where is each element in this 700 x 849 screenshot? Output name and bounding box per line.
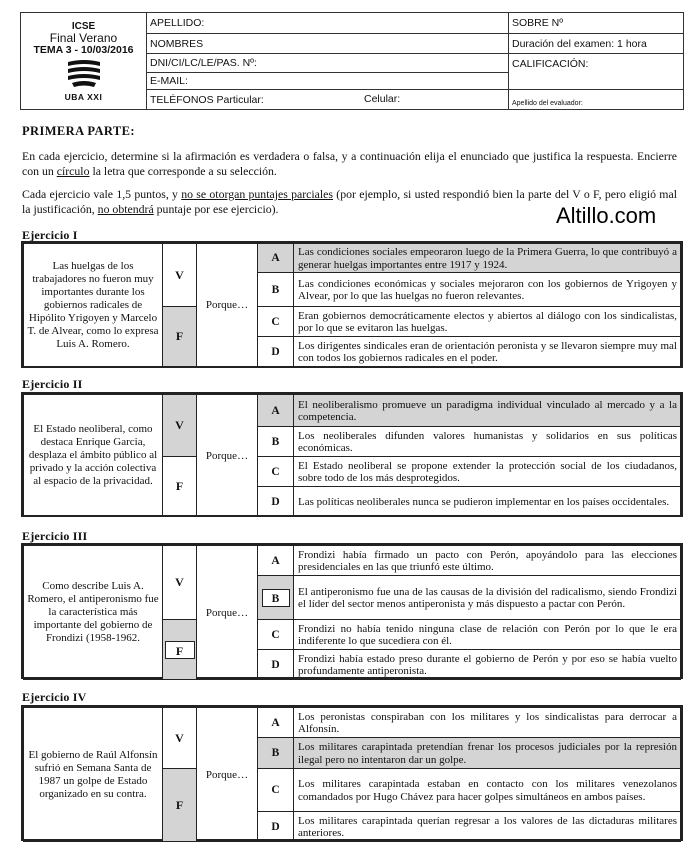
exercise-2-option-d: Las políticas neoliberales nunca se pudieron implementar en los países occidentales. [294,487,681,517]
exercise-4-porque: Porque… [197,708,258,842]
apellido-field[interactable]: APELLIDO: [147,13,509,34]
exercise-2-option-a-letter[interactable]: A [258,395,294,427]
exercise-4-false-option[interactable]: F [163,769,197,842]
exercise-4-option-d: Los militares carapintada querían regresar a los valores de las dictaduras militares anteriores. [294,812,681,842]
exercise-3-option-a-letter[interactable]: A [258,546,294,576]
scoring-text-1: Cada ejercicio vale 1,5 puntos, y [22,187,182,201]
scoring-text-3: puntaje por ese ejercicio). [153,201,279,216]
exercise-2-option-c-letter[interactable]: C [258,457,294,487]
email-field[interactable]: E-MAIL: [147,73,509,90]
exercise-2-title: Ejercicio II [22,377,83,391]
exercise-4-true-option[interactable]: V [163,708,197,769]
instructions-text-1: En cada ejercicio, determine si la afirmación es verdadera o falsa, y a continuación elija el enunciado que justifica la respuesta. Encierre con un [22,149,677,178]
instructions-paragraph [22,149,677,179]
exercise-3-option-c: Frondizi no había tenido ninguna clase de relación con Perón por lo que le era indiferente lo que sucediera con él. [294,620,681,650]
exam-theme-date: TEMA 3 - 10/03/2016 [33,43,134,56]
exercise-2-true-option[interactable]: V [163,395,197,457]
calificacion-field: CALIFICACIÓN: [509,54,684,90]
altillo-watermark: Altillo.com [556,203,657,228]
exercise-4-title: Ejercicio IV [22,690,87,704]
exercise-3-option-b-letter-box: B [262,589,290,607]
exercise-4-option-a-letter[interactable]: A [258,708,294,738]
exercise-4-option-b: Los militares carapintada pretendían frenar los procesos judiciales por la represión ilegal pero no intentaron dar un golpe. [294,738,681,769]
exercise-2 [21,392,683,517]
exercise-4-statement: El gobierno de Raúl Alfonsín sufrió en Semana Santa de 1987 un golpe de Estado organizado en su contra. [24,708,163,842]
exercise-2-option-b: Los neoliberales difunden valores humanistas y solidarios en sus políticas económicas. [294,427,681,457]
exam-header [20,12,684,110]
exercise-3-title: Ejercicio III [22,529,88,543]
exercise-3-option-d: Frondizi había estado preso durante el gobierno de Perón y por eso se había vuelto profundamente antiperonista. [294,650,681,680]
sobre-field[interactable]: SOBRE Nº [509,13,684,34]
exercise-3-false-box: F [165,641,195,659]
exercise-3-option-d-letter[interactable]: D [258,650,294,680]
scoring-text-2: (por ejemplo, si usted respondió bien la parte del V o F, pero eligió mal la justificación, [22,187,677,216]
exercise-3-false-option[interactable] [163,620,197,680]
exercise-1-option-a: Las condiciones sociales empeoraron luego de la Primera Guerra, lo que contribuyó a generar huelgas importantes entre 1917 y 1924. [294,244,681,273]
exercise-1-porque: Porque… [197,244,258,367]
exercise-1-false-option[interactable]: F [163,307,197,367]
exercise-1-title: Ejercicio I [22,228,78,242]
exercise-2-option-a: El neoliberalismo promueve un paradigma individual vinculado al mercado y a la competencia. [294,395,681,427]
exercise-3 [21,543,683,679]
exercise-4 [21,705,683,841]
dni-field[interactable]: DNI/CI/LC/LE/PAS. Nº: [147,54,509,73]
exercise-4-option-c: Los militares carapintada estaban en contacto con los militares venezolanos comandados por Hugo Chávez para hacer golpes simultáneos en ambos países. [294,769,681,812]
exercise-1-statement: Las huelgas de los trabajadores no fueron muy importantes durante los gobiernos radicales de Hipólito Yrigoyen y Marcelo T. de Alvear, como lo expresa Luis A. Romero. [24,244,163,367]
exercise-1-option-b-letter[interactable]: B [258,273,294,307]
exercise-2-option-c: El Estado neoliberal se propone extender la protección social de los ciudadanos, sobre todo de los más desprotegidos. [294,457,681,487]
exercise-3-option-c-letter[interactable]: C [258,620,294,650]
exercise-3-option-b-letter[interactable] [258,576,294,620]
celular-label: Celular: [364,93,401,105]
exercise-1 [21,241,683,368]
exercise-2-porque: Porque… [197,395,258,517]
exercise-2-option-d-letter[interactable]: D [258,487,294,517]
exercise-1-option-d-letter[interactable]: D [258,337,294,367]
nombres-field[interactable]: NOMBRES [147,34,509,54]
exercise-3-true-option[interactable]: V [163,546,197,620]
exercise-1-option-d: Los dirigentes sindicales eran de orientación peronista y se llevaron siempre muy mal con todos los gobiernos radicales en el poder. [294,337,681,367]
scoring-underlined-1: no se otorgan puntajes parciales [181,187,334,201]
course-name: ICSE [71,20,96,32]
evaluador-field: Apellido del evaluador: [509,90,684,110]
exercise-2-statement: El Estado neoliberal, como destaca Enrique Garcia, desplaza el ámbito público al privado y la acción colectiva al espacio de la privacidad. [24,395,163,517]
uba-logo-icon [64,58,104,92]
exercise-3-porque: Porque… [197,546,258,680]
exercise-4-option-d-letter[interactable]: D [258,812,294,842]
exercise-4-option-b-letter[interactable]: B [258,738,294,769]
exercise-4-option-a: Los peronistas conspiraban con los militares y los sindicalistas para derrocar a Alfonsín. [294,708,681,738]
exercise-4-option-c-letter[interactable]: C [258,769,294,812]
exercise-2-option-b-letter[interactable]: B [258,427,294,457]
telefono-particular-label: TELÉFONOS Particular: [150,93,264,106]
instructions-underlined: círculo [56,163,90,178]
exercise-1-option-c: Eran gobiernos democráticamente electos y abiertos al diálogo con los sindicalistas, por lo que se evitaron las huelgas. [294,307,681,337]
telefonos-field[interactable] [147,90,509,110]
exam-session: Final Verano [49,30,118,45]
exercise-3-option-b: El antiperonismo fue una de las causas de la división del radicalismo, siendo Frondizi el líder del sector menos antiperonista y más dispuesto a pactar con Perón. [294,576,681,620]
exercise-2-false-option[interactable]: F [163,457,197,517]
exercise-1-true-option[interactable]: V [163,244,197,307]
exercise-1-option-a-letter[interactable]: A [258,244,294,273]
uba-xxi-label: UBA XXI [64,91,103,102]
exercise-1-option-c-letter[interactable]: C [258,307,294,337]
exercise-3-statement: Como describe Luis A. Romero, el antiperonismo fue la característica más importante del gobierno de Frondizi (1958-1962. [24,546,163,680]
scoring-underlined-2: no obtendrá [97,201,154,216]
instructions-text-2: la letra que corresponde a su selección. [89,163,277,178]
uba-logo-block [21,13,147,110]
exercise-1-option-b: Las condiciones económicas y sociales mejoraron con los gobiernos de Yrigoyen y Alvear, por lo que las huelgas no fueron relevantes. [294,273,681,307]
exam-duration: Duración del examen: 1 hora [509,34,684,54]
exercise-3-option-a: Frondizi había firmado un pacto con Perón, apoyándolo para las elecciones presidenciales en las que triunfó este último. [294,546,681,576]
section-title: PRIMERA PARTE: [22,124,135,138]
